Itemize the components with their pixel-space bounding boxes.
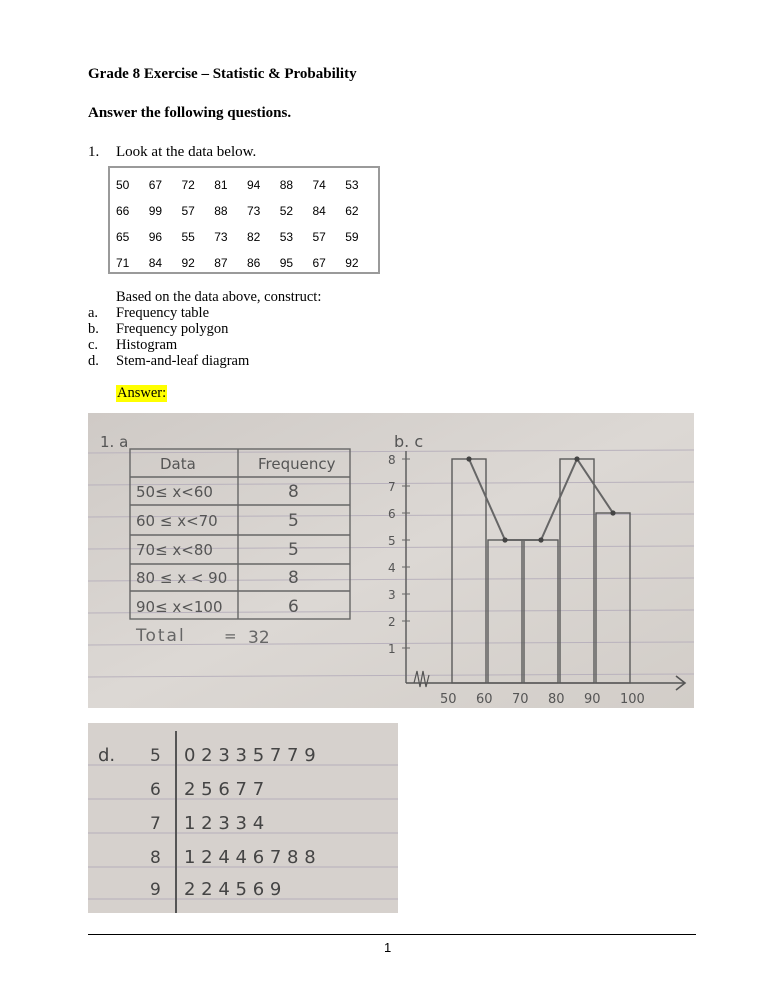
stem: 9 — [150, 880, 161, 900]
freq-range: 90≤ x<100 — [136, 598, 223, 616]
leaves: 1 2 3 3 4 — [184, 813, 265, 834]
construct-item-label: a. — [88, 305, 99, 321]
data-cell: 92 — [181, 256, 195, 270]
construct-item — [88, 321, 249, 337]
freq-value: 8 — [288, 482, 299, 502]
leaves: 0 2 3 3 5 7 7 9 — [184, 745, 316, 766]
data-cell: 65 — [116, 230, 130, 244]
data-cell: 84 — [148, 256, 163, 270]
y-tick-label: 7 — [388, 480, 396, 494]
stem: 5 — [150, 746, 161, 766]
freq-header-frequency: Frequency — [258, 455, 336, 473]
data-cell: 57 — [312, 230, 326, 244]
part-d-label: d. — [98, 745, 116, 766]
total-value: 32 — [248, 628, 270, 648]
data-table — [108, 166, 380, 274]
x-tick-label: 60 — [476, 692, 493, 707]
freq-range: 70≤ x<80 — [136, 541, 213, 559]
construct-item-label: b. — [88, 321, 99, 337]
answer-label: Answer: — [117, 385, 167, 401]
data-cell: 74 — [312, 178, 326, 192]
page-title: Grade 8 Exercise – Statistic & Probability — [88, 66, 357, 82]
data-cell: 86 — [247, 256, 261, 270]
freq-value: 6 — [288, 597, 299, 617]
construct-item-text: Frequency table — [116, 305, 210, 321]
data-cell: 95 — [279, 256, 294, 270]
question-text: Look at the data below. — [116, 144, 257, 160]
data-cell: 88 — [279, 178, 294, 192]
y-tick-label: 8 — [388, 453, 396, 467]
freq-value: 8 — [288, 568, 299, 588]
y-tick-label: 3 — [388, 588, 396, 602]
data-cell: 53 — [279, 230, 294, 244]
data-cell: 81 — [214, 178, 228, 192]
polygon-point — [466, 456, 471, 461]
data-row — [116, 250, 378, 276]
total-equals: = — [224, 627, 237, 645]
polygon-point — [574, 456, 579, 461]
construct-item-label: d. — [88, 353, 99, 369]
data-cell: 52 — [279, 204, 294, 218]
polygon-point — [502, 537, 507, 542]
data-row — [116, 172, 378, 198]
y-tick-label: 5 — [388, 534, 396, 548]
x-tick-label: 70 — [512, 692, 529, 707]
data-cell: 62 — [345, 204, 359, 218]
data-cell: 92 — [345, 256, 359, 270]
freq-range: 60 ≤ x<70 — [136, 512, 218, 530]
data-cell: 87 — [214, 256, 228, 270]
part-a-label: 1. a — [100, 433, 129, 451]
polygon-point — [610, 510, 615, 515]
handwritten-answer-photo-2 — [88, 723, 398, 913]
data-cell: 99 — [148, 204, 163, 218]
construct-item-text: Histogram — [116, 337, 178, 353]
data-row — [116, 198, 378, 224]
data-cell: 94 — [247, 178, 261, 192]
data-cell: 50 — [116, 178, 130, 192]
data-cell: 73 — [214, 230, 228, 244]
x-tick-label: 50 — [440, 692, 457, 707]
construct-item — [88, 337, 249, 353]
data-cell: 55 — [181, 230, 195, 244]
page-number: 1 — [384, 940, 392, 955]
construct-item — [88, 353, 249, 369]
data-cell: 53 — [345, 178, 359, 192]
data-cell: 88 — [214, 204, 228, 218]
data-cell: 67 — [312, 256, 326, 270]
freq-value: 5 — [288, 540, 299, 560]
data-grid — [116, 172, 378, 276]
leaves: 2 5 6 7 7 — [184, 779, 265, 800]
freq-value: 5 — [288, 511, 299, 531]
instruction: Answer the following questions. — [88, 105, 292, 121]
x-tick-label: 90 — [584, 692, 601, 707]
handwritten-answer-photo-1 — [88, 413, 694, 708]
y-tick-label: 2 — [388, 615, 396, 629]
total-label: Total — [136, 626, 186, 646]
freq-range: 80 ≤ x < 90 — [136, 569, 228, 587]
leaves: 1 2 4 4 6 7 8 8 — [184, 847, 316, 868]
construct-item-text: Frequency polygon — [116, 321, 229, 337]
y-tick-label: 1 — [388, 642, 396, 656]
freq-range: 50≤ x<60 — [136, 483, 213, 501]
data-cell: 67 — [148, 178, 163, 192]
leaves: 2 2 4 5 6 9 — [184, 879, 282, 900]
stem: 7 — [150, 814, 161, 834]
data-cell: 72 — [181, 178, 195, 192]
construct-item — [88, 305, 249, 321]
construct-lead: Based on the data above, construct: — [116, 289, 322, 305]
x-tick-label: 80 — [548, 692, 565, 707]
footer-line — [88, 934, 696, 935]
y-tick-label: 6 — [388, 507, 396, 521]
data-cell: 82 — [247, 230, 261, 244]
freq-header-data: Data — [160, 455, 196, 473]
data-cell: 84 — [312, 204, 326, 218]
y-tick-label: 4 — [388, 561, 396, 575]
data-cell: 57 — [181, 204, 195, 218]
data-cell: 59 — [345, 230, 359, 244]
data-cell: 66 — [116, 204, 130, 218]
data-cell: 71 — [116, 256, 130, 270]
stem: 6 — [150, 780, 161, 800]
construct-item-text: Stem-and-leaf diagram — [116, 353, 250, 369]
construct-list — [88, 305, 249, 369]
part-bc-label: b. c — [394, 432, 424, 451]
construct-item-label: c. — [88, 337, 99, 353]
question-number: 1. — [88, 144, 100, 160]
data-cell: 96 — [148, 230, 163, 244]
x-tick-label: 100 — [620, 692, 645, 707]
polygon-point — [538, 537, 543, 542]
data-cell: 73 — [247, 204, 261, 218]
data-row — [116, 224, 378, 250]
stem: 8 — [150, 848, 161, 868]
